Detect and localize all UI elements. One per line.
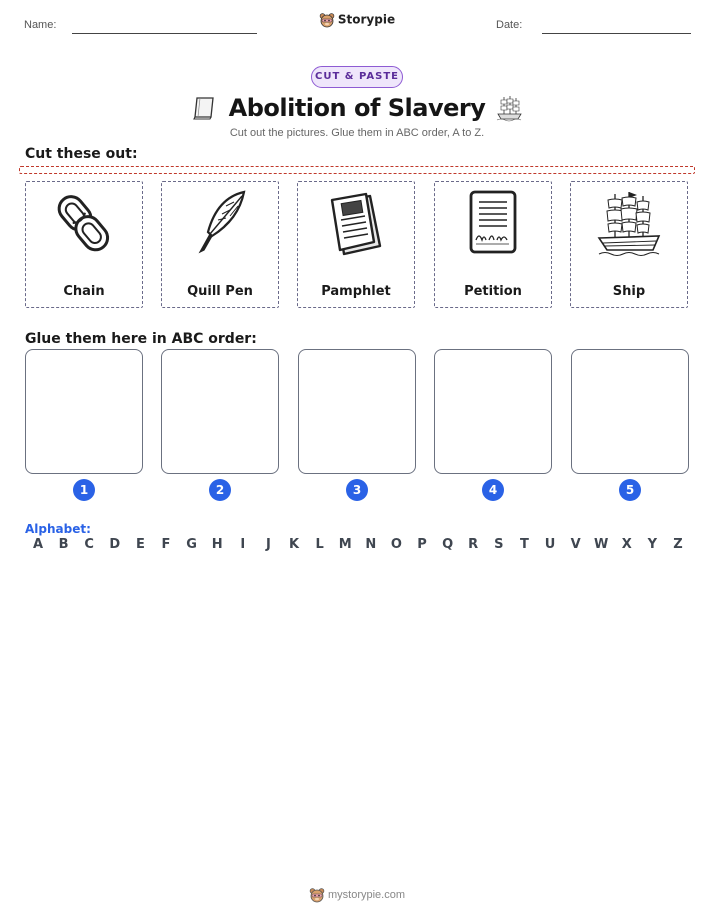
- instructions: Cut out the pictures. Glue them in ABC order, A to Z.: [229, 127, 485, 139]
- petition-icon: [459, 188, 527, 260]
- alphabet-letter: Y: [647, 537, 658, 552]
- date-line[interactable]: [542, 33, 691, 34]
- name-label: Name:: [24, 19, 57, 31]
- footer: [0, 887, 714, 903]
- title-ship-icon: [495, 94, 523, 122]
- glue-box-5[interactable]: [571, 349, 689, 474]
- cut-card-petition[interactable]: [434, 181, 552, 308]
- glue-box-3[interactable]: [298, 349, 416, 474]
- pamphlet-icon: [322, 188, 390, 260]
- alphabet-letter: J: [265, 537, 271, 552]
- alphabet-letter: C: [84, 537, 94, 552]
- footer-url[interactable]: mystorypie.com: [327, 888, 406, 901]
- alphabet-letter: A: [32, 537, 44, 552]
- brand-logo: [0, 12, 714, 28]
- alphabet-letter: R: [468, 537, 479, 552]
- bear-logo-icon: [319, 12, 335, 28]
- cut-card-chain[interactable]: [25, 181, 143, 308]
- glue-box-4[interactable]: [434, 349, 552, 474]
- alphabet-letter: Q: [442, 537, 454, 552]
- alphabet-letter: I: [240, 537, 246, 552]
- cut-card-quill-pen[interactable]: [161, 181, 279, 308]
- cut-label-chain: Chain: [63, 284, 105, 299]
- glue-box-1[interactable]: [25, 349, 143, 474]
- title-row: [0, 90, 714, 130]
- alphabet-letter: B: [58, 537, 69, 552]
- cut-line: [19, 166, 695, 174]
- alphabet-letter: T: [519, 537, 529, 552]
- alphabet-letter: M: [338, 537, 352, 552]
- slot-number-4: 4: [482, 479, 504, 501]
- cut-label-petition: Petition: [464, 284, 522, 299]
- alphabet-letter: Z: [673, 537, 683, 552]
- slot-number-3: 3: [346, 479, 368, 501]
- alphabet-letter: D: [109, 537, 121, 552]
- alphabet-letter: S: [494, 537, 504, 552]
- alphabet-letter: P: [417, 537, 427, 552]
- alphabet-letter: L: [315, 537, 324, 552]
- cut-card-pamphlet[interactable]: [297, 181, 415, 308]
- alphabet-letter: O: [390, 537, 402, 552]
- alphabet-letter: F: [161, 537, 171, 552]
- date-label: Date:: [496, 19, 523, 31]
- alphabet-label: Alphabet:: [25, 522, 91, 536]
- alphabet-letter: X: [621, 537, 632, 552]
- name-line[interactable]: [72, 33, 257, 34]
- cut-label-pamphlet: Pamphlet: [321, 284, 391, 299]
- slot-number-5: 5: [619, 479, 641, 501]
- alphabet-letter: E: [135, 537, 145, 552]
- alphabet-letter: W: [594, 537, 609, 552]
- brand-name: Storypie: [337, 12, 396, 27]
- glue-box-2[interactable]: [161, 349, 279, 474]
- alphabet-letter: U: [544, 537, 556, 552]
- quill-pen-icon: [186, 188, 254, 260]
- alphabet-letter: H: [211, 537, 223, 552]
- cut-label-quill-pen: Quill Pen: [187, 284, 253, 299]
- alphabet-letter: V: [570, 537, 581, 552]
- cut-label-ship: Ship: [612, 284, 646, 299]
- alphabet-letter: K: [288, 537, 300, 552]
- alphabet-letter: G: [186, 537, 197, 552]
- activity-badge: CUT & PASTE: [311, 66, 403, 88]
- glue-heading: Glue them here in ABC order:: [25, 331, 257, 347]
- cut-card-ship[interactable]: [570, 181, 688, 308]
- slot-number-2: 2: [209, 479, 231, 501]
- footer-bear-icon: [309, 887, 325, 903]
- cut-heading: Cut these out:: [25, 146, 138, 162]
- slot-number-1: 1: [73, 479, 95, 501]
- page-title: Abolition of Slavery: [228, 94, 486, 122]
- alphabet-letter: N: [365, 537, 377, 552]
- ship-icon: [595, 188, 663, 260]
- chain-icon: [50, 188, 118, 260]
